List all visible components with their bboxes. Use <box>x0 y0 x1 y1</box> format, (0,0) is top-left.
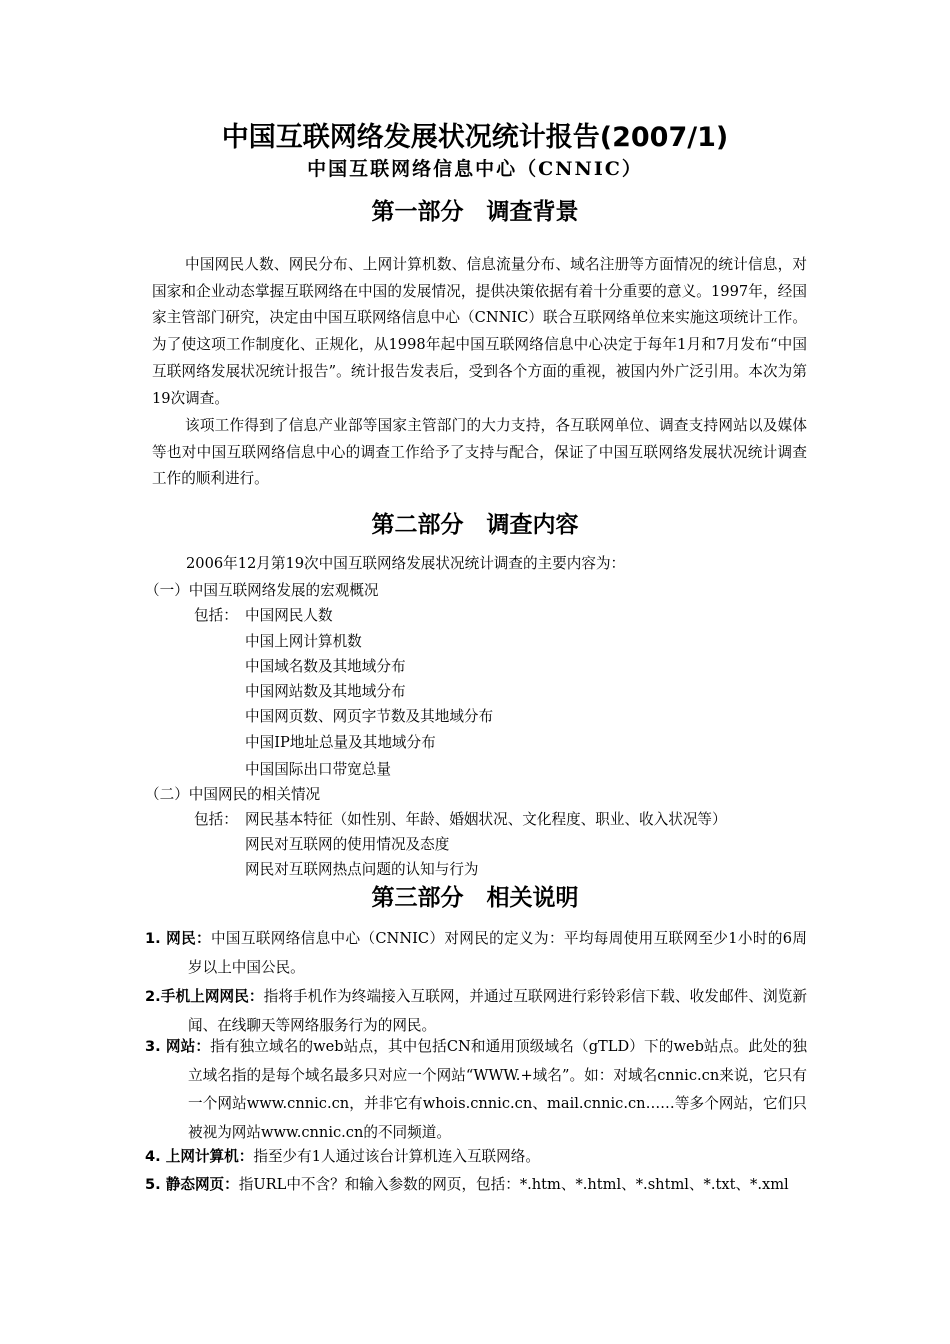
part1-heading: 第一部分 调查背景 <box>371 199 579 225</box>
list-item: 中国域名数及其地域分布 <box>245 658 406 675</box>
definition-term: 1. 网民： <box>145 930 211 947</box>
definition-text: 指有独立域名的web站点，其中包括CN和通用顶级域名（gTLD）下的web站点。此处的独立域名指的是每个域名最多只对应一个网站“WWW.+域名”。如：对域名cnnic.cn来说，它只有一个网站www.cnnic.cn，并非它有whois.cnnic.cn、mail.cnnic.cn……等多个网站，它们只被视为网站www.cnnic.cn的不同频道。 <box>188 1038 807 1141</box>
group-prefix: 包括： <box>194 607 238 624</box>
group-title: （一）中国互联网络发展的宏观概况 <box>145 582 379 599</box>
list-item: 网民基本特征（如性别、年龄、婚姻状况、文化程度、职业、收入状况等） <box>245 811 727 828</box>
part2-intro: 2006年12月第19次中国互联网络发展状况统计调查的主要内容为： <box>186 555 626 572</box>
definition-item <box>145 1033 807 1147</box>
list-item: 中国网民人数 <box>245 607 333 624</box>
group-title: （二）中国网民的相关情况 <box>145 786 321 803</box>
definition-term: 4. 上网计算机： <box>145 1148 254 1165</box>
definition-text: 指至少有1人通过该台计算机连入互联网络。 <box>253 1148 540 1165</box>
definition-term: 5. 静态网页： <box>145 1176 239 1193</box>
definition-term: 3. 网站： <box>145 1038 211 1055</box>
list-item: 中国网站数及其地域分布 <box>245 683 406 700</box>
definition-item <box>145 1143 807 1172</box>
definition-text: 指URL中不含？和输入参数的网页，包括：*.htm、*.html、*.shtml、*.txt、*.xml <box>238 1176 789 1193</box>
part2-heading: 第二部分 调查内容 <box>371 512 579 538</box>
part1-paragraph: 中国网民人数、网民分布、上网计算机数、信息流量分布、域名注册等方面情况的统计信息，对国家和企业动态掌握互联网络在中国的发展情况，提供决策依据有着十分重要的意义。1997年，经国家主管部门研究，决定由中国互联网络信息中心（CNNIC）联合互联网络单位来实施这项统计工作。为了使这项工作制度化、正规化，从1998年起中国互联网络信息中心决定于每年1月和7月发布“中国互联网络发展状况统计报告”。统计报告发表后，受到各个方面的重视，被国内外广泛引用。本次为第19次调查。 <box>152 256 807 407</box>
report-subtitle: 中国互联网络信息中心（CNNIC） <box>307 158 643 180</box>
list-item: 中国网页数、网页字节数及其地域分布 <box>245 708 494 725</box>
part1-paragraph: 该项工作得到了信息产业部等国家主管部门的大力支持，各互联网单位、调查支持网站以及媒体等也对中国互联网络信息中心的调查工作给予了支持与配合，保证了中国互联网络发展状况统计调查工作的顺利进行。 <box>152 417 807 488</box>
list-item: 网民对互联网的使用情况及态度 <box>245 836 450 853</box>
report-title: 中国互联网络发展状况统计报告(2007/1) <box>221 122 729 153</box>
list-item: 中国国际出口带宽总量 <box>245 761 391 778</box>
list-item: 中国IP地址总量及其地域分布 <box>245 734 436 751</box>
definition-term: 2.手机上网网民： <box>145 988 264 1005</box>
definition-item <box>145 983 807 1040</box>
part3-heading: 第三部分 相关说明 <box>371 885 579 911</box>
list-item: 中国上网计算机数 <box>245 633 362 650</box>
definition-item <box>145 1171 807 1200</box>
group-prefix: 包括： <box>194 811 238 828</box>
definition-text: 指将手机作为终端接入互联网，并通过互联网进行彩铃彩信下载、收发邮件、浏览新闻、在线聊天等网络服务行为的网民。 <box>188 988 807 1034</box>
list-item: 网民对互联网热点问题的认知与行为 <box>245 861 479 878</box>
definition-item <box>145 925 807 982</box>
definition-text: 中国互联网络信息中心（CNNIC）对网民的定义为：平均每周使用互联网至少1小时的6周岁以上中国公民。 <box>188 930 808 976</box>
